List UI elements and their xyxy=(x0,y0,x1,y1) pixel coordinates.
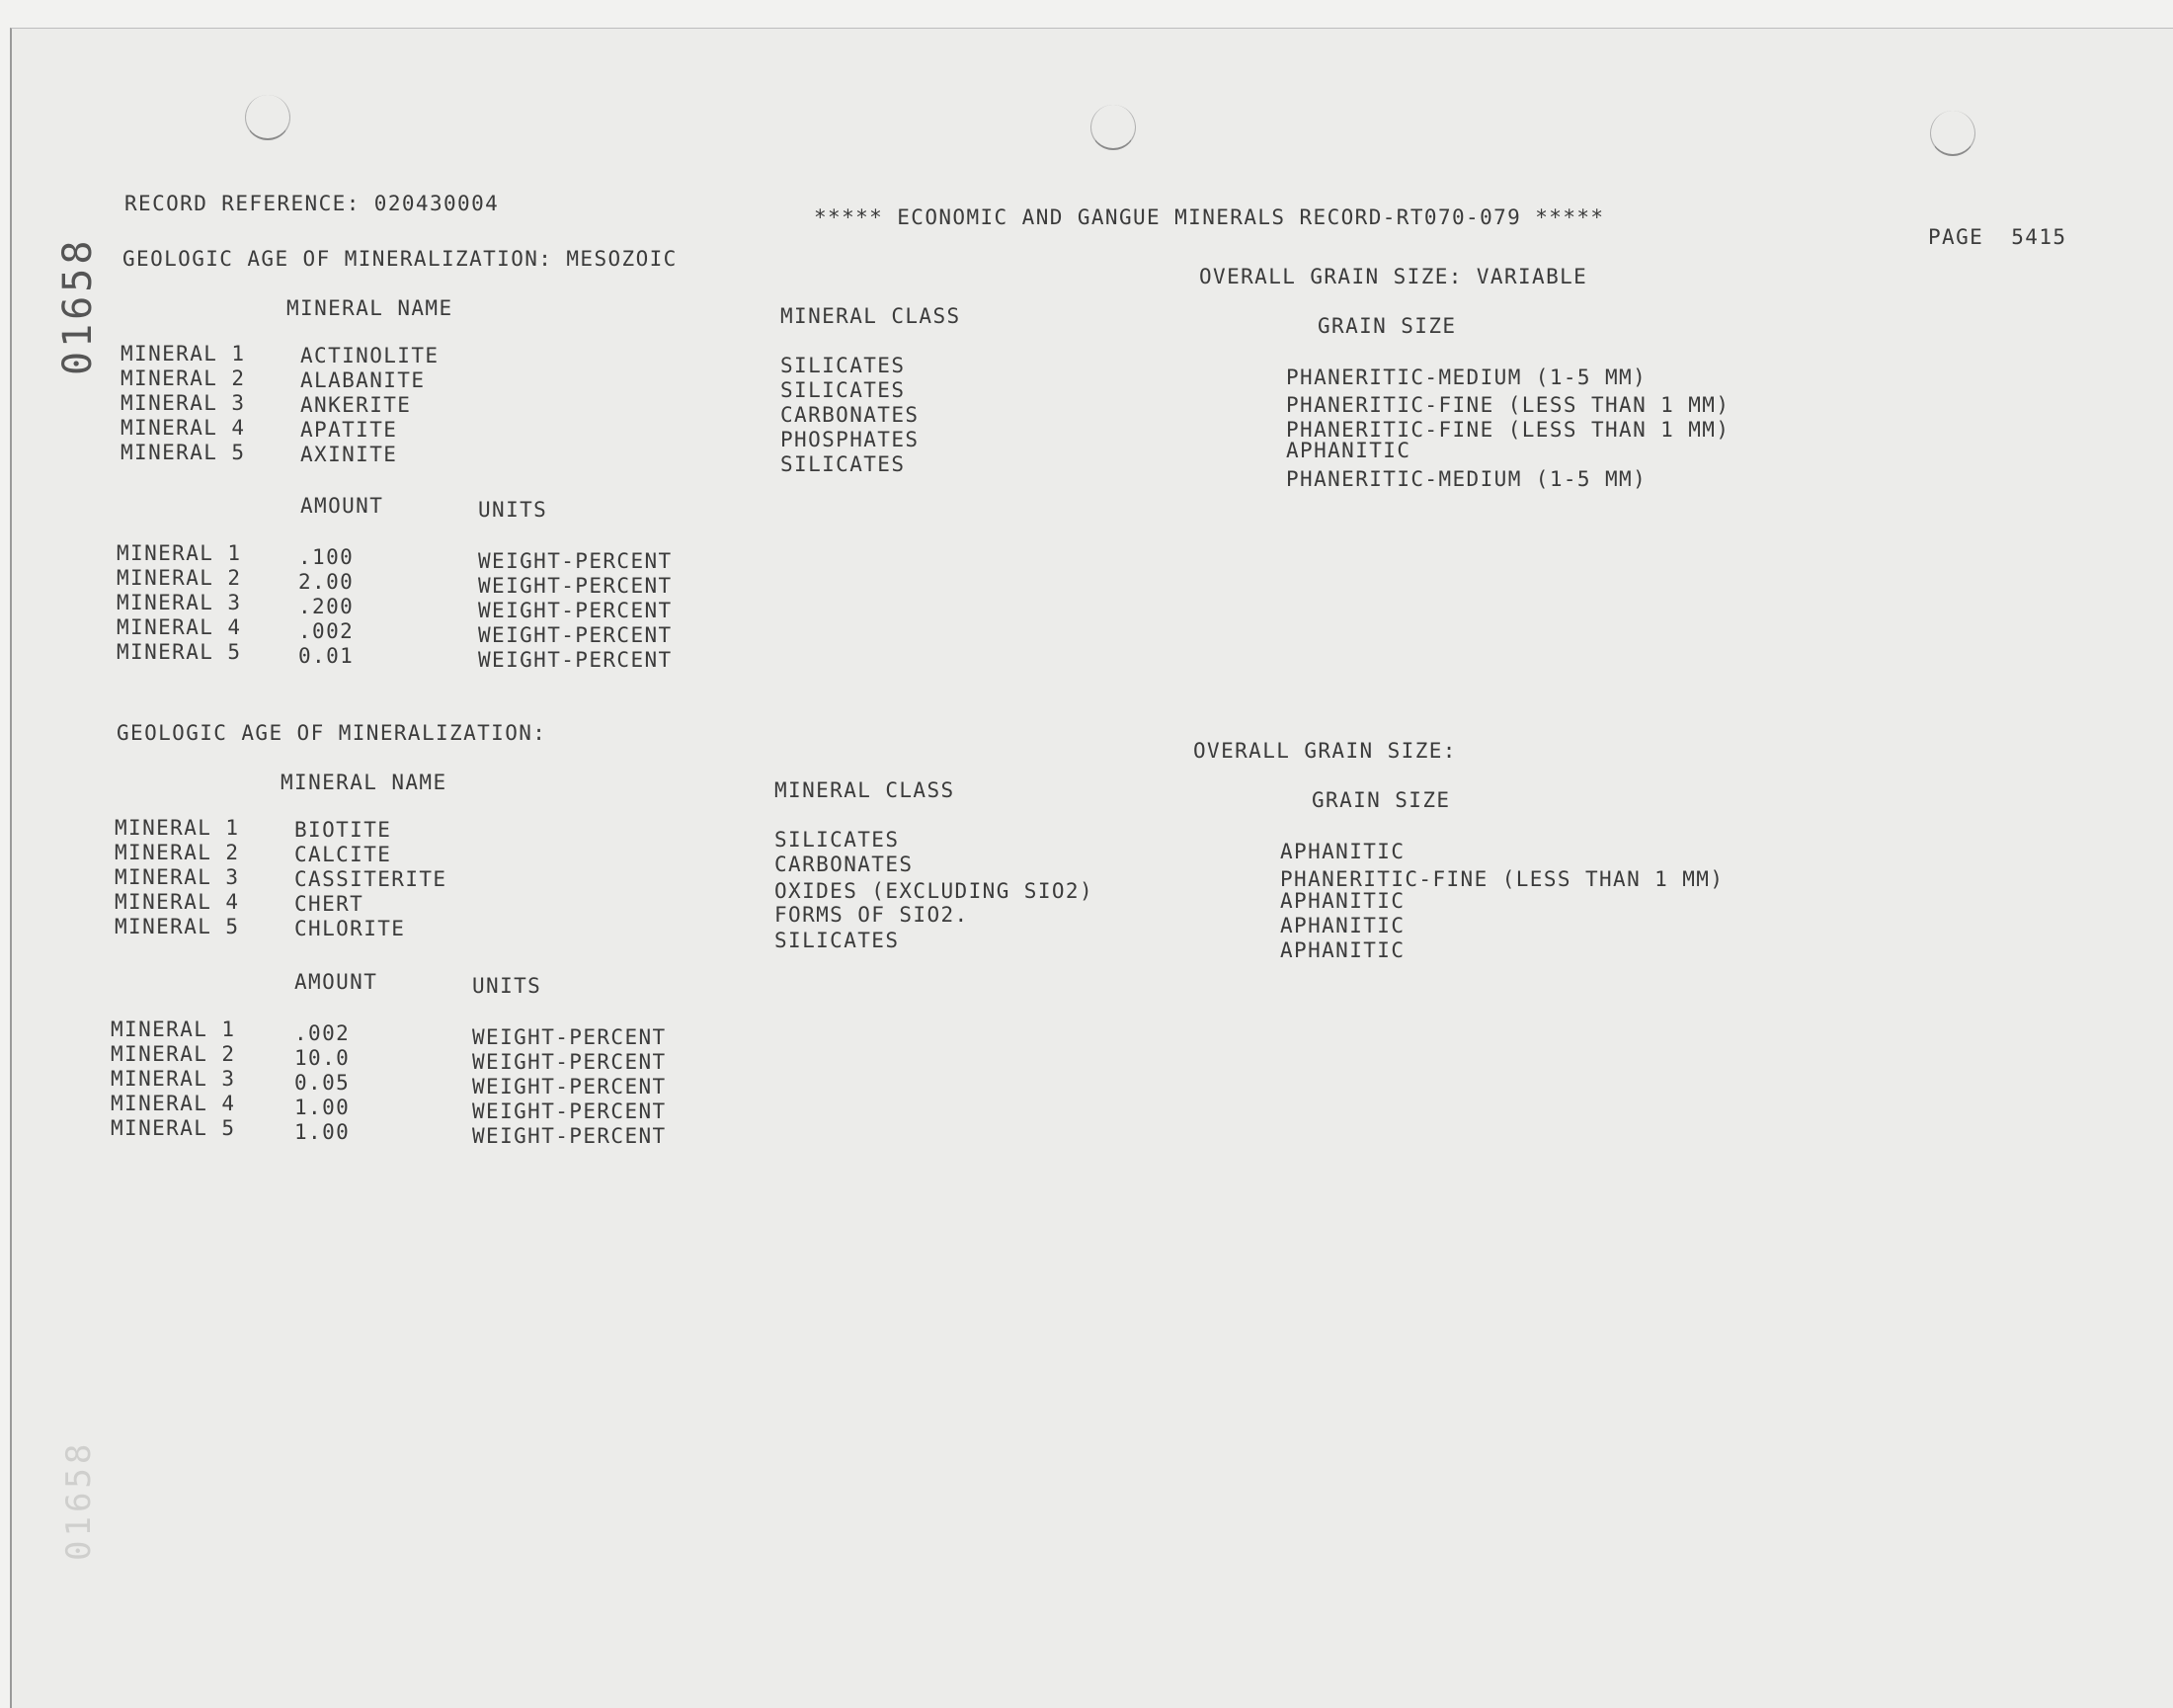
s2-amount-label: MINERAL 2 xyxy=(111,1042,236,1066)
s2-amount-units: WEIGHT-PERCENT xyxy=(472,1025,667,1049)
s1-mineral-class: SILICATES xyxy=(780,452,906,476)
s1-mineral-name: APATITE xyxy=(300,418,398,442)
s2-amount-value: 10.0 xyxy=(294,1046,351,1070)
s2-col-units: UNITS xyxy=(472,974,542,998)
s1-col-grain-size: GRAIN SIZE xyxy=(1318,314,1457,338)
s2-grain-size: APHANITIC xyxy=(1280,914,1406,937)
s1-amount-units: WEIGHT-PERCENT xyxy=(478,599,673,622)
s1-amount-units: WEIGHT-PERCENT xyxy=(478,623,673,647)
s1-mineral-class: SILICATES xyxy=(780,378,906,402)
punch-hole-left xyxy=(245,95,290,140)
s1-mineral-label: MINERAL 5 xyxy=(121,441,246,464)
punch-hole-center xyxy=(1090,105,1136,150)
punch-hole-right xyxy=(1930,111,1975,156)
s1-mineral-label: MINERAL 3 xyxy=(121,391,246,415)
s1-amount-label: MINERAL 4 xyxy=(117,615,242,639)
s1-mineral-name: ALABANITE xyxy=(300,368,426,392)
s1-amount-units: WEIGHT-PERCENT xyxy=(478,574,673,598)
s2-grain-size: PHANERITIC-FINE (LESS THAN 1 MM) xyxy=(1280,867,1725,891)
s1-amount-units: WEIGHT-PERCENT xyxy=(478,648,673,672)
s2-geologic-age: GEOLOGIC AGE OF MINERALIZATION: xyxy=(117,721,547,745)
s2-mineral-label: MINERAL 2 xyxy=(115,841,240,864)
s1-overall-grain-size: OVERALL GRAIN SIZE: VARIABLE xyxy=(1199,265,1588,288)
s2-amount-value: 1.00 xyxy=(294,1096,351,1119)
s2-mineral-class: OXIDES (EXCLUDING SIO2) xyxy=(774,879,1093,903)
s2-amount-value: 1.00 xyxy=(294,1120,351,1144)
s2-amount-label: MINERAL 5 xyxy=(111,1116,236,1140)
s2-mineral-label: MINERAL 5 xyxy=(115,915,240,938)
s1-mineral-class: SILICATES xyxy=(780,354,906,377)
s2-col-amount: AMOUNT xyxy=(294,970,378,994)
s2-mineral-label: MINERAL 1 xyxy=(115,816,240,840)
s2-mineral-class: CARBONATES xyxy=(774,853,914,876)
s2-grain-size: APHANITIC xyxy=(1280,889,1406,913)
s1-mineral-class: PHOSPHATES xyxy=(780,428,920,451)
s2-mineral-name: CALCITE xyxy=(294,843,392,866)
s1-amount-label: MINERAL 2 xyxy=(117,566,242,590)
s2-mineral-name: BIOTITE xyxy=(294,818,392,842)
s2-mineral-label: MINERAL 3 xyxy=(115,865,240,889)
s2-amount-units: WEIGHT-PERCENT xyxy=(472,1075,667,1098)
s2-col-grain-size: GRAIN SIZE xyxy=(1312,788,1451,812)
s2-amount-units: WEIGHT-PERCENT xyxy=(472,1099,667,1123)
s1-col-amount: AMOUNT xyxy=(300,494,384,518)
s1-col-units: UNITS xyxy=(478,498,548,522)
s1-grain-size: PHANERITIC-MEDIUM (1-5 MM) xyxy=(1286,366,1648,389)
s1-mineral-label: MINERAL 1 xyxy=(121,342,246,366)
s2-amount-units: WEIGHT-PERCENT xyxy=(472,1124,667,1148)
s2-mineral-label: MINERAL 4 xyxy=(115,890,240,914)
s2-mineral-name: CASSITERITE xyxy=(294,867,447,891)
s1-grain-size: PHANERITIC-MEDIUM (1-5 MM) xyxy=(1286,467,1648,491)
s2-amount-label: MINERAL 3 xyxy=(111,1067,236,1091)
s2-mineral-name: CHLORITE xyxy=(294,917,406,940)
s2-amount-value: 0.05 xyxy=(294,1071,351,1095)
s1-amount-label: MINERAL 3 xyxy=(117,591,242,614)
s1-mineral-name: ACTINOLITE xyxy=(300,344,440,367)
record-reference: RECORD REFERENCE: 020430004 xyxy=(124,192,500,215)
s1-amount-units: WEIGHT-PERCENT xyxy=(478,549,673,573)
s2-col-mineral-class: MINERAL CLASS xyxy=(774,778,955,802)
s2-amount-label: MINERAL 4 xyxy=(111,1092,236,1115)
s2-mineral-class: SILICATES xyxy=(774,929,900,952)
side-stamp-number: 01658 xyxy=(55,236,101,375)
s1-amount-label: MINERAL 5 xyxy=(117,640,242,664)
s2-overall-grain-size: OVERALL GRAIN SIZE: xyxy=(1193,739,1457,763)
s1-mineral-name: ANKERITE xyxy=(300,393,412,417)
s1-mineral-name: AXINITE xyxy=(300,443,398,466)
s1-amount-label: MINERAL 1 xyxy=(117,541,242,565)
s1-grain-size: APHANITIC xyxy=(1286,439,1411,462)
s1-amount-value: 0.01 xyxy=(298,644,355,668)
s1-mineral-class: CARBONATES xyxy=(780,403,920,427)
s2-grain-size: APHANITIC xyxy=(1280,938,1406,962)
s2-amount-label: MINERAL 1 xyxy=(111,1017,236,1041)
s1-geologic-age: GEOLOGIC AGE OF MINERALIZATION: MESOZOIC xyxy=(122,247,678,271)
s1-amount-value: 2.00 xyxy=(298,570,355,594)
s2-mineral-class: FORMS OF SIO2. xyxy=(774,903,969,927)
s1-mineral-label: MINERAL 2 xyxy=(121,366,246,390)
side-stamp-faint: 01658 xyxy=(59,1439,99,1561)
s2-mineral-class: SILICATES xyxy=(774,828,900,852)
s1-col-mineral-class: MINERAL CLASS xyxy=(780,304,961,328)
s1-amount-value: .100 xyxy=(298,545,355,569)
s1-amount-value: .002 xyxy=(298,619,355,643)
s1-mineral-label: MINERAL 4 xyxy=(121,416,246,440)
s2-amount-value: .002 xyxy=(294,1021,351,1045)
s1-grain-size: PHANERITIC-FINE (LESS THAN 1 MM) xyxy=(1286,393,1730,417)
s2-col-mineral-name: MINERAL NAME xyxy=(281,771,447,794)
s1-amount-value: .200 xyxy=(298,595,355,618)
s2-mineral-name: CHERT xyxy=(294,892,364,916)
report-title: ***** ECONOMIC AND GANGUE MINERALS RECORD-RT070-079 ***** xyxy=(814,205,1605,229)
page-number: PAGE 5415 xyxy=(1928,225,2067,249)
s1-col-mineral-name: MINERAL NAME xyxy=(286,296,453,320)
s2-grain-size: APHANITIC xyxy=(1280,840,1406,863)
s2-amount-units: WEIGHT-PERCENT xyxy=(472,1050,667,1074)
s1-grain-size: PHANERITIC-FINE (LESS THAN 1 MM) xyxy=(1286,418,1730,442)
